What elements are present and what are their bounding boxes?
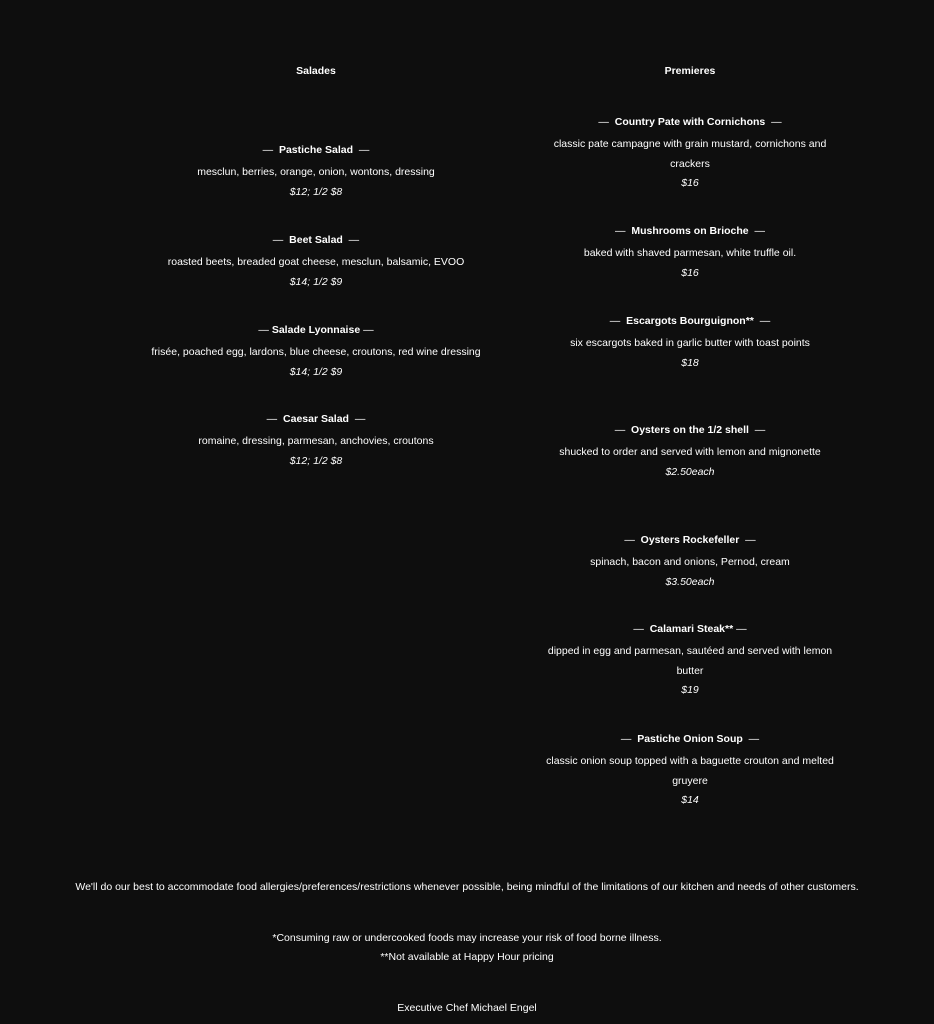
item-price: $14; 1/2 $9 bbox=[289, 365, 343, 378]
happy-hour-note: **Not available at Happy Hour pricing bbox=[380, 951, 554, 963]
item-name: — Pastiche Salad — bbox=[262, 144, 370, 156]
menu-item bbox=[536, 732, 844, 811]
menu-item bbox=[536, 224, 844, 283]
item-name: — Country Pate with Cornichons — bbox=[598, 116, 782, 128]
item-description: classic pate campagne with grain mustard, cornichons and crackers bbox=[553, 138, 827, 170]
item-name: — Caesar Salad — bbox=[266, 413, 366, 425]
item-price: $14; 1/2 $9 bbox=[289, 275, 343, 288]
item-name: — Escargots Bourguignon** — bbox=[609, 315, 771, 327]
item-description: frisée, poached egg, lardons, blue cheese, croutons, red wine dressing bbox=[151, 346, 481, 358]
item-price: $14 bbox=[681, 794, 699, 806]
menu-item bbox=[536, 115, 844, 194]
item-description: mesclun, berries, orange, onion, wontons, dressing bbox=[197, 166, 435, 178]
raw-food-warning: *Consuming raw or undercooked foods may increase your risk of food borne illness. bbox=[272, 932, 662, 944]
item-description: shucked to order and served with lemon and mignonette bbox=[559, 446, 821, 458]
item-price: $16 bbox=[681, 177, 699, 189]
allergy-note: We'll do our best to accommodate food allergies/preferences/restrictions whenever possible, being mindful of the limitations of our kitchen and needs of other customers. bbox=[75, 881, 859, 893]
item-price: $18 bbox=[681, 356, 699, 369]
menu-item bbox=[536, 622, 844, 701]
item-description: classic onion soup topped with a baguette crouton and melted gruyere bbox=[546, 755, 834, 787]
item-price: $19 bbox=[681, 684, 699, 696]
item-price: $16 bbox=[681, 266, 699, 279]
menu-item bbox=[536, 423, 844, 482]
item-description: dipped in egg and parmesan, sautéed and served with lemon butter bbox=[547, 645, 833, 677]
item-description: baked with shaved parmesan, white truffle oil. bbox=[583, 247, 797, 259]
premieres-heading: Premieres bbox=[664, 65, 716, 77]
item-name: — Pastiche Onion Soup — bbox=[620, 733, 760, 745]
item-name: — Mushrooms on Brioche — bbox=[615, 225, 765, 237]
item-description: romaine, dressing, parmesan, anchovies, croutons bbox=[198, 435, 434, 447]
item-description: roasted beets, breaded goat cheese, mesclun, balsamic, EVOO bbox=[167, 256, 465, 268]
item-price: $12; 1/2 $8 bbox=[289, 454, 343, 467]
menu-item bbox=[100, 233, 532, 292]
item-name: — Calamari Steak** — bbox=[633, 623, 747, 635]
item-price: $3.50each bbox=[665, 575, 715, 588]
menu-item bbox=[100, 412, 532, 471]
menu-item bbox=[536, 314, 844, 373]
chef-credit: Executive Chef Michael Engel bbox=[397, 1002, 537, 1014]
salades-heading: Salades bbox=[296, 65, 336, 77]
item-price: $12; 1/2 $8 bbox=[289, 185, 343, 198]
item-name: — Beet Salad — bbox=[272, 234, 360, 246]
menu-item bbox=[100, 143, 532, 202]
item-name: — Oysters Rockefeller — bbox=[624, 534, 756, 546]
menu-item bbox=[536, 533, 844, 592]
item-description: spinach, bacon and onions, Pernod, cream bbox=[590, 556, 790, 568]
item-price: $2.50each bbox=[665, 465, 715, 478]
item-name: — Oysters on the 1/2 shell — bbox=[614, 424, 766, 436]
item-name: — Salade Lyonnaise — bbox=[258, 324, 374, 336]
menu-item bbox=[100, 323, 532, 382]
item-description: six escargots baked in garlic butter with toast points bbox=[570, 337, 810, 349]
